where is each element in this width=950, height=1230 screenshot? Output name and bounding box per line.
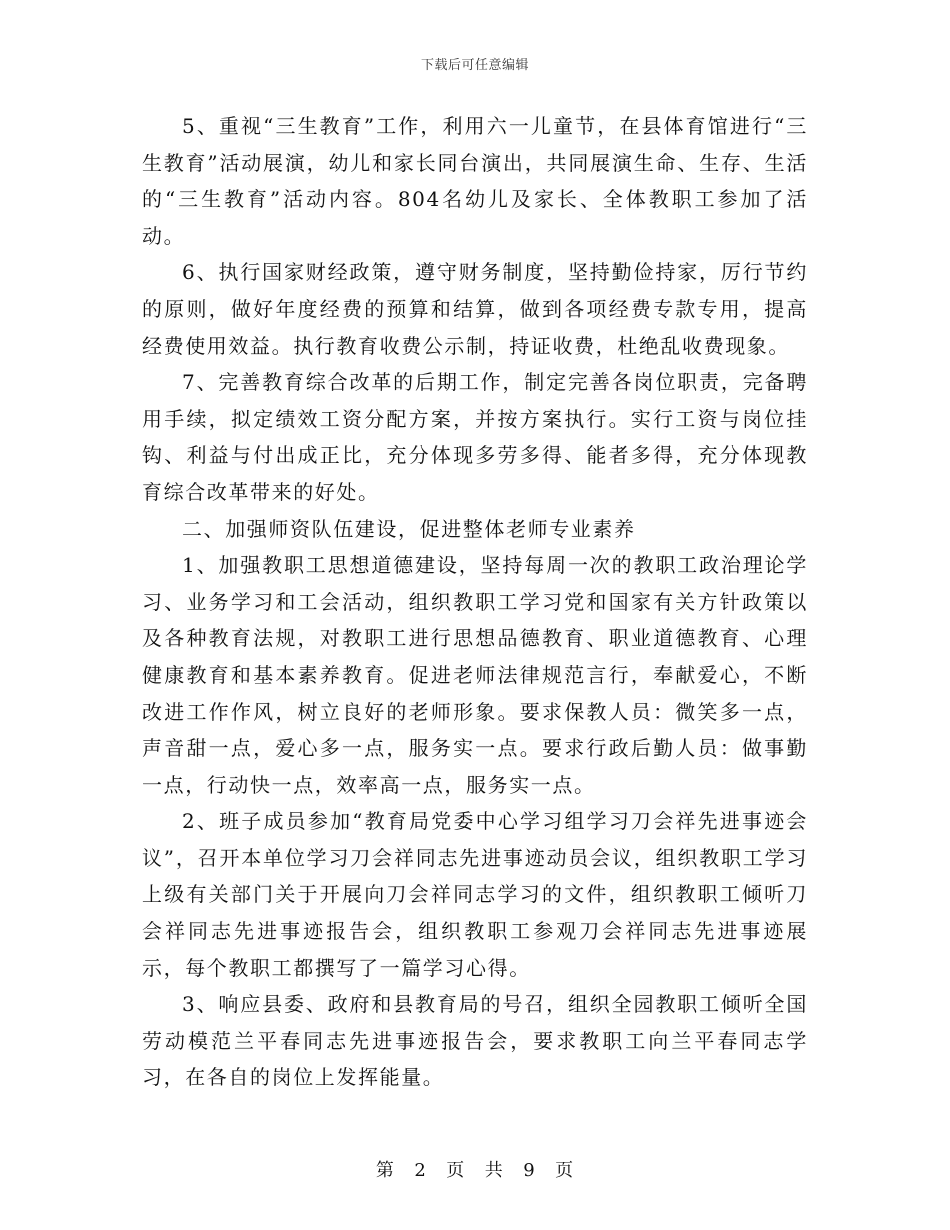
total-page-number: 9 [523, 1160, 536, 1181]
paragraph-sec2-item-2: 2、班子成员参加“教育局党委中心学习组学习刀会祥先进事迹会议”，召开本单位学习刀会祥同志先进事迹动员会议，组织教职工学习上级有关部门关于开展向刀会祥同志学习的文件，组织教职工倾听刀会祥同志先进事迹报告会，组织教职工参观刀会祥同志先进事迹展示，每个教职工都撰写了一篇学习心得。 [142, 809, 808, 980]
document-body [142, 108, 808, 1096]
section-heading-2: 二、加强师资队伍建设，促进整体老师专业素养 [182, 516, 636, 541]
footer-prefix: 第 [375, 1160, 395, 1181]
paragraph-item-5: 5、重视“三生教育”工作，利用六一儿童节，在县体育馆进行“三生教育”活动展演，幼儿和家长同台演出，共同展演生命、生存、生活的“三生教育”活动内容。804名幼儿及家长、全体教职工参加了活动。 [142, 114, 808, 248]
paragraph-item-7: 7、完善教育综合改革的后期工作，制定完善各岗位职责，完备聘用手续，拟定绩效工资分配方案，并按方案执行。实行工资与岗位挂钩、利益与付出成正比，充分体现多劳多得、能者多得，充分体现教育综合改革带来的好处。 [142, 370, 808, 504]
page-footer [0, 1156, 950, 1182]
header-note: 下载后可任意编辑 [420, 58, 529, 73]
footer-total-unit: 页 [555, 1160, 575, 1181]
current-page-number: 2 [414, 1160, 427, 1181]
footer-total-prefix: 共 [484, 1160, 504, 1181]
paragraph-sec2-item-3: 3、响应县委、政府和县教育局的号召，组织全园教职工倾听全国劳动模范兰平春同志先进事迹报告会，要求教职工向兰平春同志学习，在各自的岗位上发挥能量。 [142, 992, 808, 1090]
paragraph-item-6: 6、执行国家财经政策，遵守财务制度，坚持勤俭持家，厉行节约的原则，做好年度经费的预算和结算，做到各项经费专款专用，提高经费使用效益。执行教育收费公示制，持证收费，杜绝乱收费现象。 [142, 260, 808, 358]
paragraph-sec2-item-1: 1、加强教职工思想道德建设，坚持每周一次的教职工政治理论学习、业务学习和工会活动，组织教职工学习党和国家有关方针政策以及各种教育法规，对教职工进行思想品德教育、职业道德教育、心理健康教育和基本素养教育。促进老师法律规范言行，奉献爱心，不断改进工作作风，树立良好的老师形象。要求保教人员：微笑多一点，声音甜一点，爱心多一点，服务实一点。要求行政后勤人员：做事勤一点，行动快一点，效率高一点，服务实一点。 [142, 553, 808, 797]
footer-page-unit: 页 [446, 1160, 466, 1181]
